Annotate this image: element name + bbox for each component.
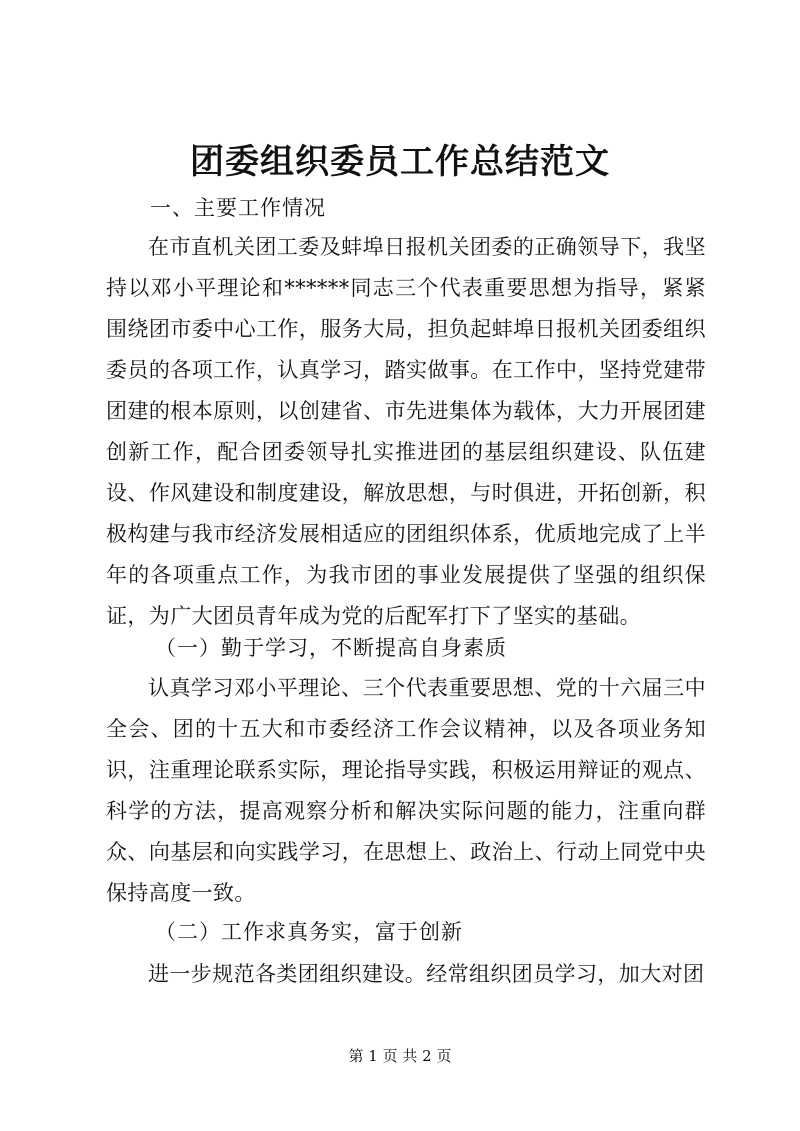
subheading-study: （一）勤于学习，不断提高自身素质 [155,636,507,660]
paragraph-study: 认真学习邓小平理论、三个代表重要思想、党的十六届三中全会、团的十五大和市委经济工作会议精神，以及各项业务知识，注重理论联系实际，理论指导实践，积极运用辩证的观点、科学的方法，提高观察分析和解决实际问题的能力，注重向群众、向基层和向实践学习，在思想上、政治上、行动上同党中央保持高度一致。 [106,676,706,905]
section-heading: 一、主要工作情况 [150,196,326,220]
paragraph-innovation: 进一步规范各类团组织建设。经常组织团员学习，加大对团 [148,962,705,986]
document-title: 团委组织委员工作总结范文 [190,142,610,182]
paragraph-main-work: 在市直机关团工委及蚌埠日报机关团委的正确领导下，我坚持以邓小平理论和******同志三个代表重要思想为指导，紧紧围绕团市委中心工作，服务大局，担负起蚌埠日报机关团委组织委员的各项工作，认真学习，踏实做事。在工作中，坚持党建带团建的根本原则，以创建省、市先进集体为载体，大力开展团建创新工作，配合团委领导扎实推进团的基层组织建设、队伍建设、作风建设和制度建设，解放思想，与时俱进，开拓创新，积极构建与我市经济发展相适应的团组织体系，优质地完成了上半年的各项重点工作，为我市团的事业发展提供了坚强的组织保证，为广大团员青年成为党的后配军打下了坚实的基础。 [106,235,706,628]
subheading-innovation: （二）工作求真务实，富于创新 [155,920,463,944]
page-footer: 第 1 页 共 2 页 [348,1047,452,1065]
